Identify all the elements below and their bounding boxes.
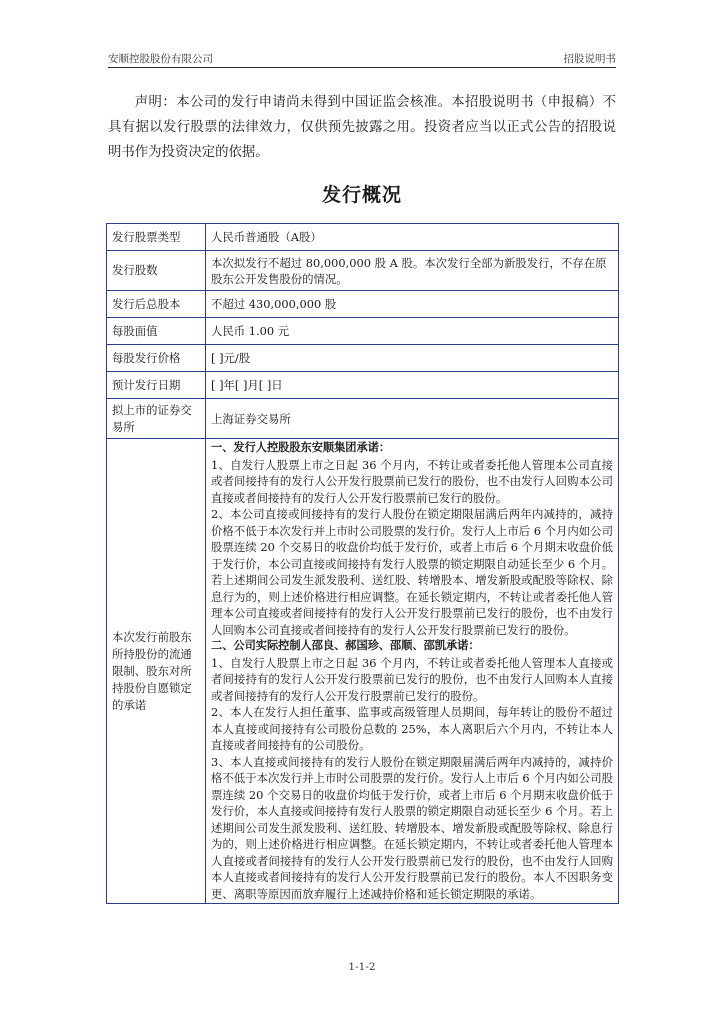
- row-label: 每股面值: [107, 318, 206, 345]
- commitment-paragraph: 3、本人直接或间接持有的发行人股份在锁定期限届满后两年内减持的，减持价格不低于本次发行并上市时公司股票的发行价。发行人上市后 6 个月内如公司股票连续 20 个交易日的收盘价均低于发行价，或者上市后 6 个月期末收盘价低于发行价，本人直接或间接持有发行人股票的锁定期限自动延长至少 6 个月。若上述期间公司发生派发股利、送红股、转增股本、增发新股或配股等除权、除息行为的，则上述价格进行相应调整。在延长锁定期内，不转让或者委托他人管理本人直接或者间接持有的发行人公开发行股票前已发行的股份，也不由发行人回购本人直接或者间接持有的发行人公开发行股票前已发行的股份。本人不因职务变更、离职等原因而放弃履行上述减持价格和延长锁定期限的承诺。: [211, 754, 613, 901]
- controlling-shareholder-heading: 一、发行人控股股东安顺集团承诺：: [211, 441, 391, 454]
- row-value: 人民币 1.00 元: [206, 318, 619, 345]
- header-rule: [108, 67, 616, 68]
- actual-controller-heading: 二、公司实际控制人邵良、郝国珍、邵顺、邵凯承诺：: [211, 639, 480, 652]
- row-label: 预计发行日期: [107, 372, 206, 399]
- table-row: [107, 291, 619, 318]
- commitment-paragraph: 2、本公司直接或间接持有的发行人股份在锁定期限届满后两年内减持的，减持价格不低于本次发行并上市时公司股票的发行价。发行人上市后 6 个月内如公司股票连续 20 个交易日的收盘价均低于发行价，或者上市后 6 个月期末收盘价低于发行价，本公司直接或间接持有发行人股票的锁定期限自动延长至少 6 个月。若上述期间公司发生派发股利、送红股、转增股本、增发新股或配股等除权、除息行为的，则上述价格进行相应调整。在延长锁定期内，不转让或者委托他人管理本公司直接或者间接持有的发行人公开发行股票前已发行的股份，也不由发行人回购本公司直接或者间接持有的发行人公开发行股票前已发行的股份。: [211, 507, 613, 637]
- disclaimer-statement: [108, 90, 616, 165]
- table-row: [107, 372, 619, 399]
- disclaimer-text: 声明：本公司的发行申请尚未得到中国证监会核准。本招股说明书（申报稿）不具有据以发行股票的法律效力，仅供预先披露之用。投资者应当以正式公告的招股说明书作为投资决定的依据。: [108, 95, 616, 160]
- row-value: 不超过 430,000,000 股: [206, 291, 619, 318]
- commitment-paragraph: 2、本人在发行人担任董事、监事或高级管理人员期间，每年转让的股份不超过本人直接或间接持有公司股份总数的 25%，本人离职后六个月内，不转让本人直接或者间接持有的公司股份。: [211, 705, 613, 752]
- row-value: 本次拟发行不超过 80,000,000 股 A 股。本次发行全部为新股发行，不存在原股东公开发售股份的情况。: [206, 251, 619, 291]
- row-label: 发行股数: [107, 251, 206, 291]
- header-company-name: 安顺控股股份有限公司: [108, 53, 213, 65]
- lockup-commitment-row: [107, 439, 619, 904]
- row-value: 上海证券交易所: [206, 399, 619, 439]
- table-row: [107, 224, 619, 251]
- row-label: 发行后总股本: [107, 291, 206, 318]
- row-label: 发行股票类型: [107, 224, 206, 251]
- table-row: [107, 318, 619, 345]
- commitment-paragraph: 1、自发行人股票上市之日起 36 个月内，不转让或者委托他人管理本公司直接或者间接持有的发行人公开发行股票前已发行的股份，也不由发行人回购本公司直接或者间接持有的发行人公开发行股票前已发行的股份。: [211, 457, 613, 505]
- row-label: 拟上市的证券交易所: [107, 399, 206, 439]
- row-value: 人民币普通股（A股）: [206, 224, 619, 251]
- lockup-commitment-content: [206, 439, 619, 904]
- offering-overview-table: [106, 223, 619, 904]
- row-label: 本次发行前股东所持股份的流通限制、股东对所持股份自愿锁定的承诺: [107, 439, 206, 904]
- section-title: 发行概况: [321, 184, 402, 206]
- row-value: [ ]年[ ]月[ ]日: [206, 372, 619, 399]
- page-number: 1-1-2: [348, 961, 376, 973]
- row-value: [ ]元/股: [206, 345, 619, 372]
- table-row: [107, 251, 619, 291]
- row-label: 每股发行价格: [107, 345, 206, 372]
- commitment-paragraph: 1、自发行人股票上市之日起 36 个月内，不转让或者委托他人管理本人直接或者间接持有的发行人公开发行股票前已发行的股份，也不由发行人回购本人直接或者间接持有的发行人公开发行股票前已发行的股份。: [211, 655, 613, 703]
- page-header: [108, 47, 616, 67]
- table-row: [107, 399, 619, 439]
- header-document-type: 招股说明书: [563, 53, 616, 65]
- table-row: [107, 345, 619, 372]
